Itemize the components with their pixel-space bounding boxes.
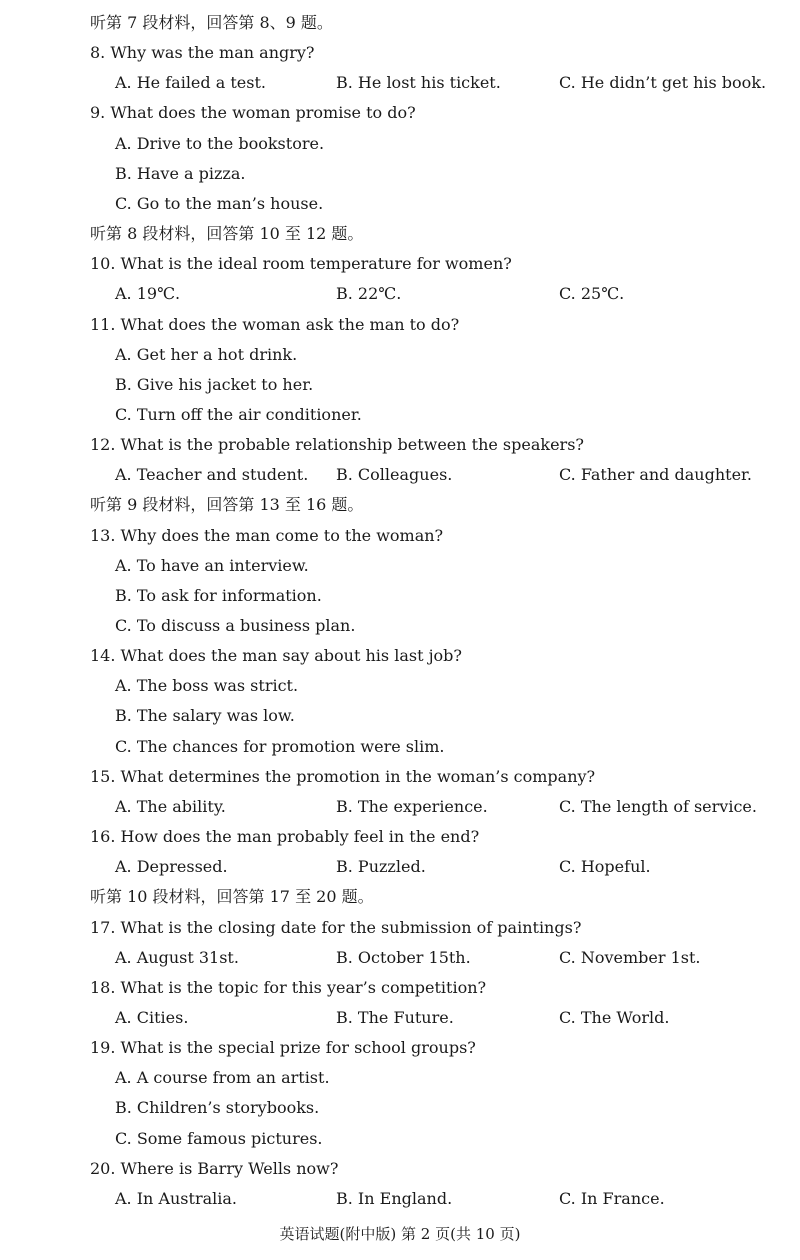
question-stem: 14. What does the man say about his last job?	[90, 646, 462, 666]
question-stem: 19. What is the special prize for school groups?	[90, 1038, 476, 1058]
question-stem: 10. What is the ideal room temperature for women?	[90, 254, 512, 274]
options-row	[0, 1184, 800, 1214]
option-b: B. The experience.	[336, 796, 488, 816]
option-c: C. The length of service.	[559, 796, 757, 816]
section-header: 听第 10 段材料，回答第 17 至 20 题。	[90, 887, 374, 907]
question-stem: 8. Why was the man angry?	[90, 43, 315, 63]
question-stem: 16. How does the man probably feel in the end?	[90, 827, 480, 846]
option-a: A. To have an interview.	[115, 555, 309, 575]
option-a: A. He failed a test.	[115, 73, 266, 93]
options-row	[0, 460, 800, 490]
option-c: C. Turn off the air conditioner.	[115, 404, 362, 424]
options-row	[0, 279, 800, 309]
options-row	[0, 68, 800, 98]
option-b: B. 22℃.	[336, 284, 402, 304]
option-b: B. The Future.	[336, 1007, 454, 1027]
section-header: 听第 8 段材料，回答第 10 至 12 题。	[90, 224, 364, 243]
option-b: B. He lost his ticket.	[336, 73, 501, 93]
option-b: B. Give his jacket to her.	[115, 374, 314, 394]
question-stem: 12. What is the probable relationship between the speakers?	[90, 435, 584, 455]
option-c: C. 25℃.	[559, 284, 625, 304]
section-header: 听第 9 段材料，回答第 13 至 16 题。	[90, 495, 364, 515]
option-b: B. Puzzled.	[336, 857, 426, 877]
question-stem: 13. Why does the man come to the woman?	[90, 525, 444, 545]
option-c: C. November 1st.	[559, 947, 701, 967]
option-c: C. To discuss a business plan.	[115, 616, 356, 635]
options-row	[0, 792, 800, 822]
option-a: A. In Australia.	[115, 1188, 237, 1208]
option-c: C. The World.	[559, 1007, 670, 1027]
question-stem: 9. What does the woman promise to do?	[90, 103, 416, 123]
option-a: A. The boss was strict.	[115, 676, 299, 696]
option-a: A. 19℃.	[115, 284, 181, 304]
option-a: A. August 31st.	[115, 947, 239, 967]
options-row	[0, 1003, 800, 1033]
option-b: B. October 15th.	[336, 947, 471, 967]
option-a: A. Get her a hot drink.	[115, 344, 298, 364]
option-b: B. The salary was low.	[115, 706, 295, 726]
section-header: 听第 7 段材料，回答第 8、9 题。	[90, 13, 333, 32]
question-stem: 11. What does the woman ask the man to do?	[90, 314, 460, 334]
option-b: B. Colleagues.	[336, 465, 453, 485]
option-c: C. Some famous pictures.	[115, 1128, 323, 1148]
option-a: A. Teacher and student.	[115, 465, 309, 485]
option-c: C. He didn’t get his book.	[559, 73, 767, 93]
option-c: C. The chances for promotion were slim.	[115, 736, 445, 756]
option-a: A. Drive to the bookstore.	[115, 133, 325, 153]
option-a: A. The ability.	[115, 796, 226, 816]
options-row	[0, 943, 800, 973]
option-b: B. Have a pizza.	[115, 163, 246, 183]
option-c: C. Hopeful.	[559, 857, 651, 877]
option-a: A. Depressed.	[115, 857, 228, 877]
question-stem: 15. What determines the promotion in the woman’s company?	[90, 766, 596, 786]
option-b: B. In England.	[336, 1188, 453, 1208]
option-c: C. Father and daughter.	[559, 465, 753, 485]
question-stem: 17. What is the closing date for the submission of paintings?	[90, 917, 582, 937]
page-footer: 英语试题(附中版) 第 2 页(共 10 页)	[279, 1225, 521, 1243]
option-c: C. In France.	[559, 1188, 665, 1208]
option-a: A. A course from an artist.	[115, 1068, 330, 1088]
option-c: C. Go to the man’s house.	[115, 193, 324, 213]
question-stem: 20. Where is Barry Wells now?	[90, 1158, 339, 1178]
question-stem: 18. What is the topic for this year’s competition?	[90, 977, 487, 997]
option-b: B. Children’s storybooks.	[115, 1098, 320, 1118]
options-row	[0, 852, 800, 882]
option-b: B. To ask for information.	[115, 585, 322, 605]
option-a: A. Cities.	[115, 1007, 189, 1027]
